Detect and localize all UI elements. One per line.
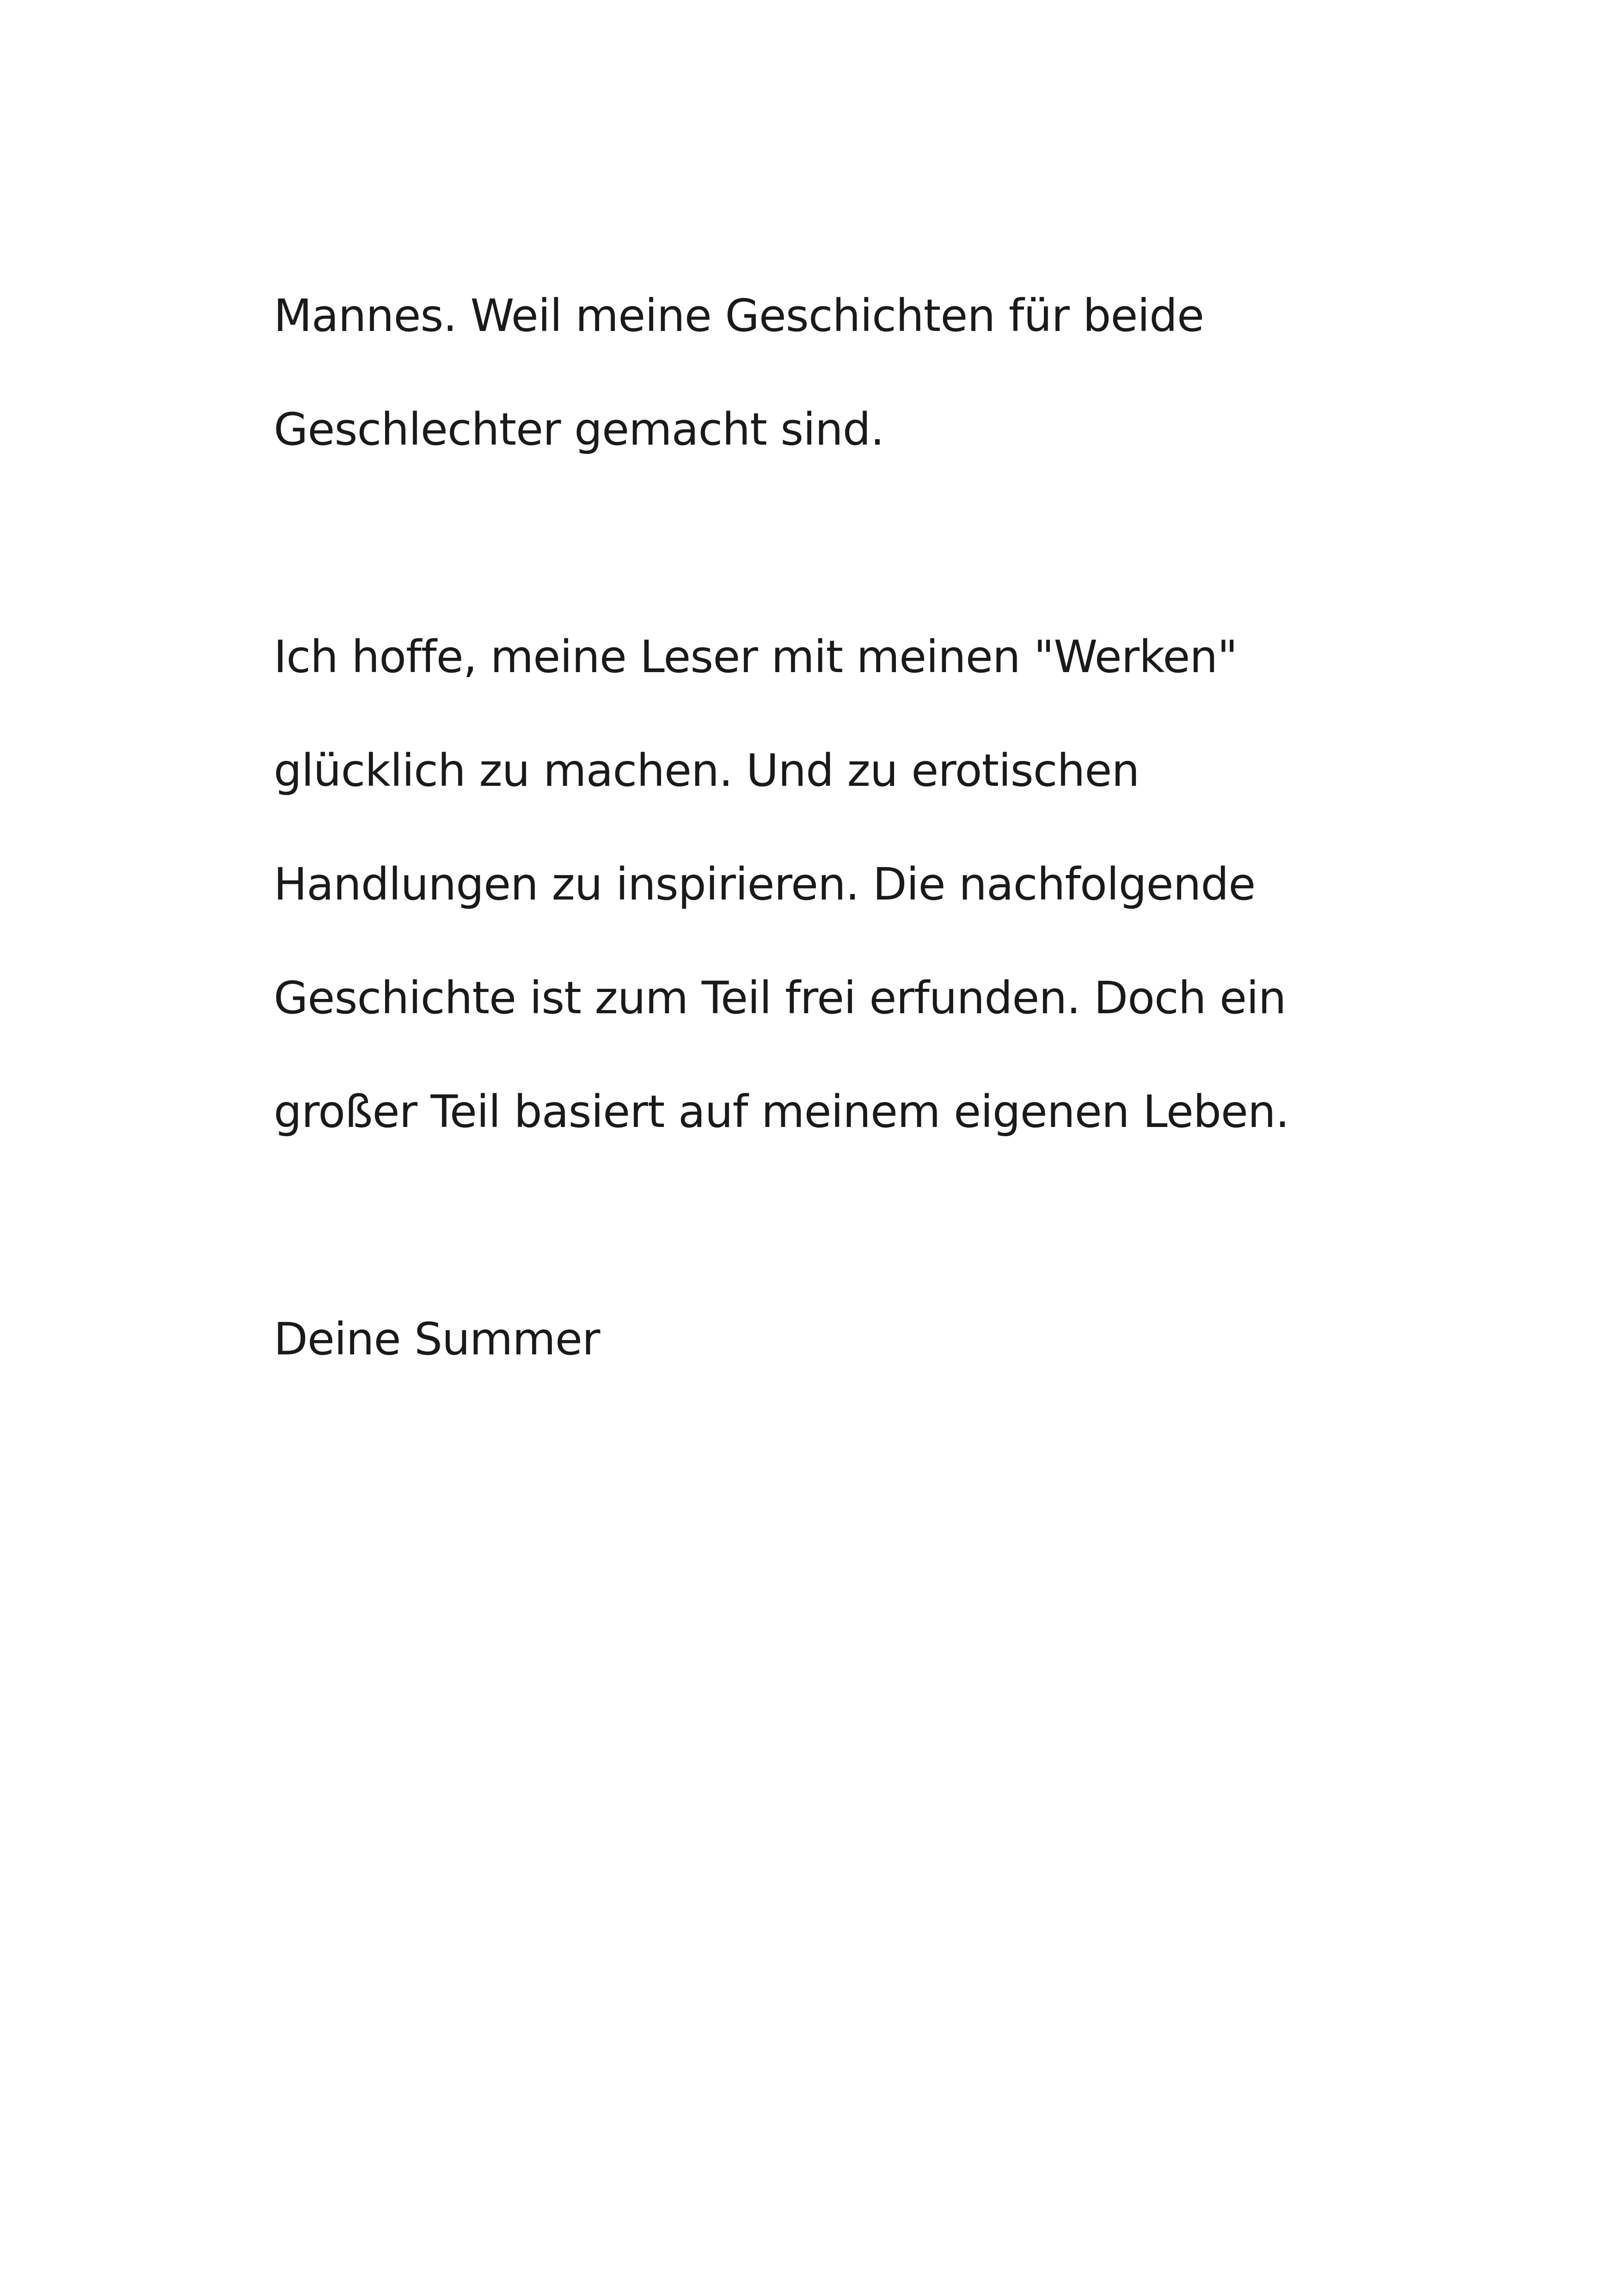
paragraph-spacer	[274, 486, 1439, 600]
paragraph-hope	[274, 600, 1439, 1169]
text-line: Mannes. Weil meine Geschichten für beide	[274, 290, 1204, 342]
paragraph-intro-end	[274, 259, 1439, 486]
body-text	[274, 259, 1439, 1396]
text-line: Ich hoffe, meine Leser mit meinen "Werken"	[274, 631, 1238, 683]
text-line: Geschlechter gemacht sind.	[274, 404, 884, 455]
text-line: großer Teil basiert auf meinem eigenen Leben.	[274, 1086, 1289, 1138]
text-line: Geschichte ist zum Teil frei erfunden. Doch ein	[274, 972, 1286, 1024]
paragraph-spacer	[274, 1169, 1439, 1282]
signature-paragraph	[274, 1282, 1439, 1396]
text-line: Handlungen zu inspirieren. Die nachfolgende	[274, 858, 1256, 910]
text-line: glücklich zu machen. Und zu erotischen	[274, 745, 1140, 796]
signature-line: Deine Summer	[274, 1313, 600, 1365]
